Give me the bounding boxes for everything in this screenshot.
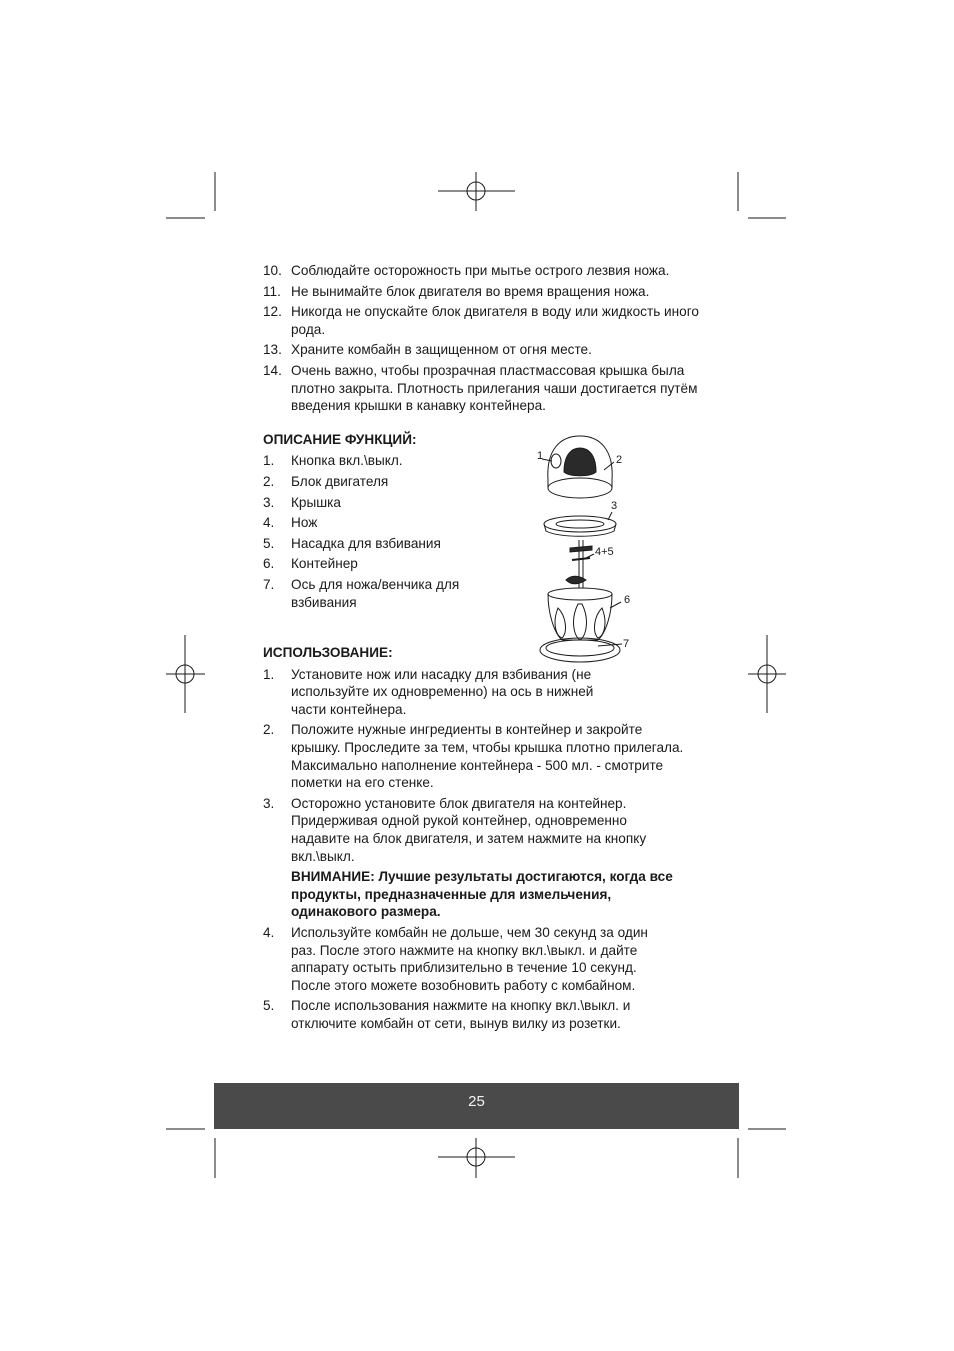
list-item (263, 283, 721, 301)
list-item (263, 576, 498, 611)
list-item (263, 535, 498, 553)
item-number: 3. (263, 795, 275, 811)
item-text: Кнопка вкл.\выкл. (291, 453, 403, 469)
page-number: 25 (468, 1093, 485, 1110)
registration-mark-right (748, 635, 786, 713)
usage-list (263, 666, 695, 1033)
list-item (263, 473, 498, 491)
item-text: Не вынимайте блок двигателя во время вращения ножа. (291, 283, 650, 299)
functions-list (263, 452, 498, 611)
motor-grip (564, 448, 596, 476)
item-text: Нож (291, 515, 318, 531)
item-number: 3. (263, 494, 275, 510)
list-item (263, 494, 498, 512)
item-number: 2. (263, 722, 275, 738)
list-item (263, 362, 701, 415)
callout-2: 2 (616, 454, 623, 466)
list-item (263, 262, 721, 280)
power-button-shape (551, 454, 561, 468)
item-number: 14. (263, 362, 282, 378)
item-number: 4. (263, 515, 275, 531)
item-text: Блок двигателя (291, 473, 389, 489)
registration-mark-bottom (438, 1138, 515, 1178)
item-number: 5. (263, 998, 275, 1014)
item-number: 7. (263, 576, 275, 592)
callout-4-5: 4+5 (595, 546, 614, 558)
lid-top (544, 516, 616, 532)
item-number: 12. (263, 304, 282, 320)
item-number: 11. (263, 283, 281, 299)
registration-mark-top (438, 172, 515, 211)
list-item (263, 341, 721, 359)
item-text: Соблюдайте осторожность при мытье острого лезвия ножа. (291, 263, 670, 278)
list-item (263, 795, 683, 921)
item-number: 4. (263, 925, 275, 940)
item-number: 5. (263, 535, 275, 551)
safety-list (263, 262, 703, 415)
item-number: 2. (263, 473, 275, 489)
item-number: 10. (263, 263, 282, 278)
warning-note: ВНИМАНИЕ: Лучшие результаты достигаются, когда все продукты, предназначенные для измельчения, одинакового размера. (291, 869, 673, 920)
item-number: 13. (263, 342, 282, 358)
item-text: Положите нужные ингредиенты в контейнер и закройте крышку. Проследите за тем, чтобы крышка плотно прилегала. Максимально наполнение контейнера - 500 мл. - смотрите пометки на его стенке. (291, 722, 684, 791)
callout-7: 7 (623, 638, 630, 650)
callout-3: 3 (611, 500, 618, 512)
list-item (263, 303, 719, 338)
list-item (263, 721, 693, 791)
container-rim (548, 588, 612, 600)
chopper-exploded-diagram (528, 428, 646, 678)
item-text: Осторожно установите блок двигателя на контейнер. Придерживая одной рукой контейнер, одновременно надавите на блок двигателя, и затем нажмите на кнопку вкл.\выкл. (291, 795, 647, 864)
item-text: Никогда не опускайте блок двигателя в воду или жидкость иного рода. (291, 304, 699, 337)
item-number: 6. (263, 556, 275, 572)
item-text: Храните комбайн в защищенном от огня месте. (291, 342, 592, 358)
list-item (263, 514, 498, 532)
item-text: После использования нажмите на кнопку вкл.\выкл. и отключите комбайн от сети, вынув вилку из розетки. (291, 998, 631, 1031)
usage-heading: ИСПОЛЬЗОВАНИЕ: (263, 645, 393, 661)
item-text: Ось для ножа/венчика для взбивания (291, 576, 460, 610)
list-item (263, 555, 498, 573)
motor-unit-base (548, 478, 612, 498)
callout-1: 1 (537, 450, 544, 462)
item-number: 1. (263, 453, 275, 469)
list-item (263, 452, 498, 470)
item-number: 1. (263, 666, 275, 682)
item-text: Очень важно, чтобы прозрачная пластмассовая крышка была плотно закрыта. Плотность прилегания чаши достигается путём введения крышки в канавку контейнера. (291, 362, 698, 414)
footer-bar (214, 1083, 739, 1129)
list-item (263, 997, 669, 1032)
item-text: Используйте комбайн не дольше, чем 30 секунд за один раз. После этого нажмите на кнопку вкл.\выкл. и дайте аппарату остыть приблизительно в течение 10 секунд. После этого можете возобновить работу с комбайном. (291, 925, 648, 993)
item-text: Установите нож или насадку для взбивания (не используйте их одновременно) на ось в нижней части контейнера. (291, 666, 594, 717)
list-item (263, 924, 673, 994)
item-text: Насадка для взбивания (291, 535, 441, 551)
functions-heading: ОПИСАНИЕ ФУНКЦИЙ: (263, 431, 417, 447)
callout-6: 6 (624, 594, 631, 606)
container-base (540, 638, 620, 662)
registration-mark-left (166, 635, 205, 713)
item-text: Контейнер (291, 556, 358, 572)
item-text: Крышка (291, 494, 341, 510)
